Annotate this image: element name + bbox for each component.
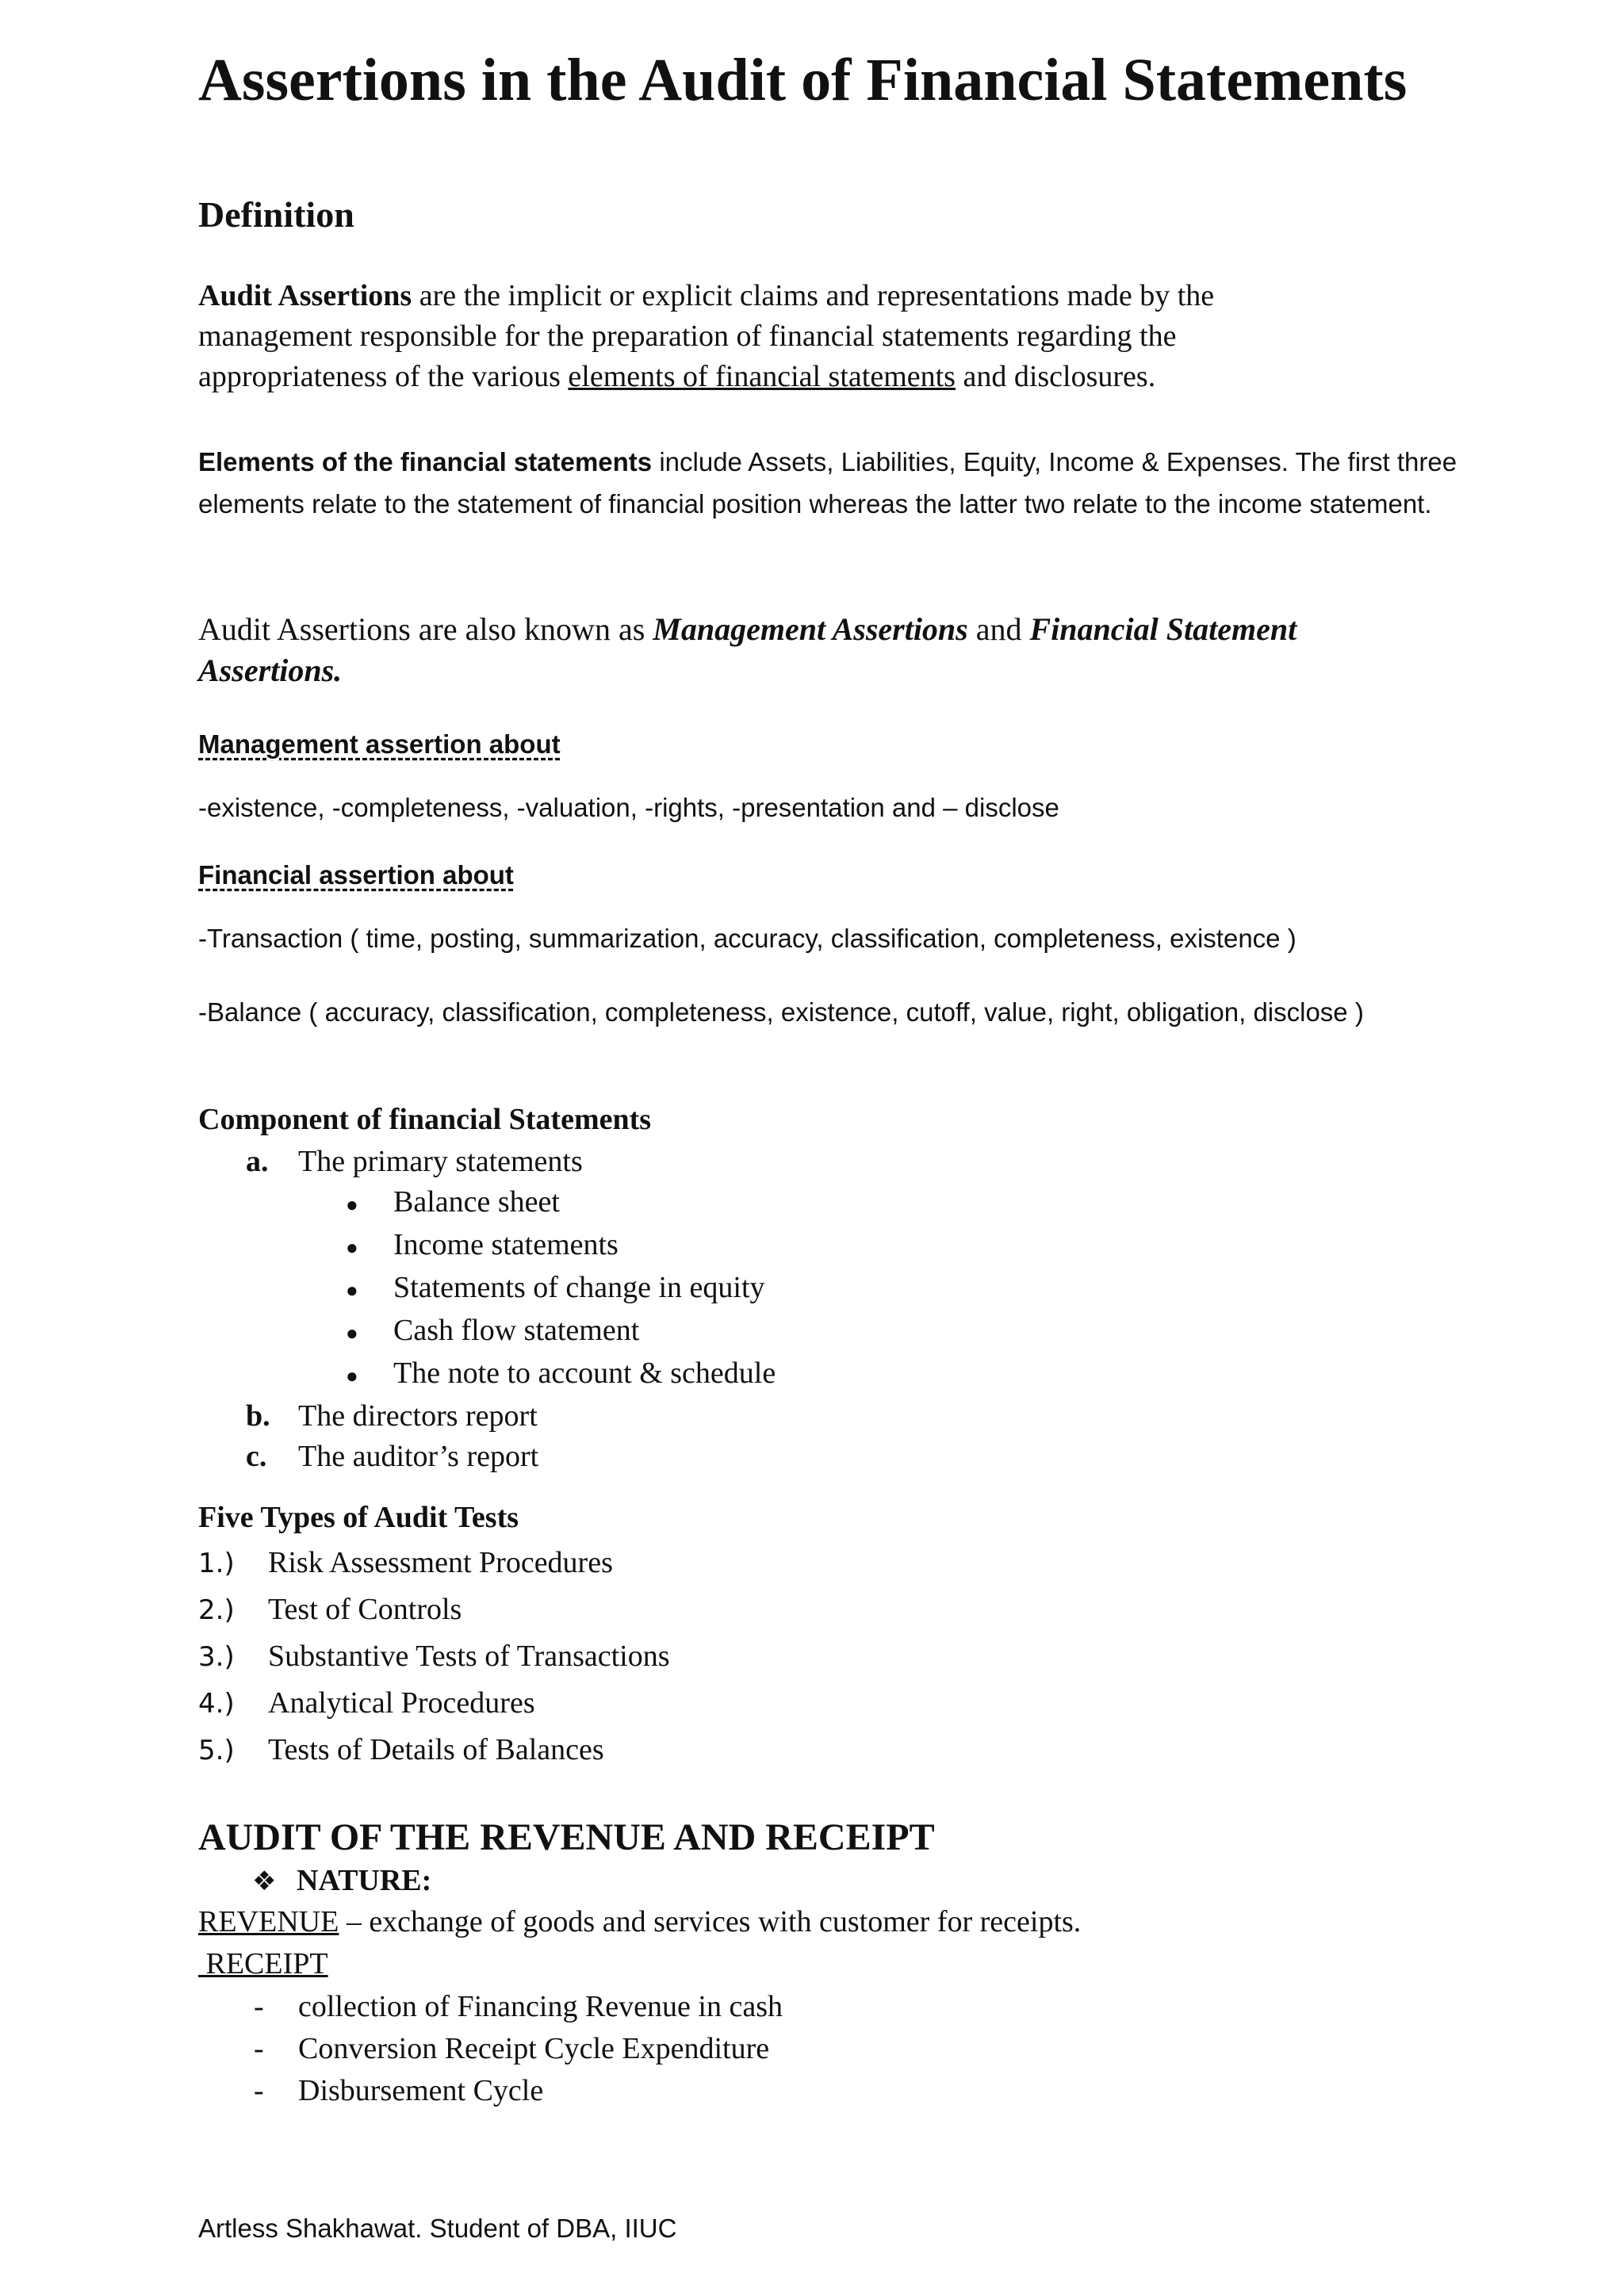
aka-prefix: Audit Assertions are also known as	[198, 611, 653, 647]
dash-marker: -	[254, 2074, 264, 2107]
balance-assertions: -Balance ( accuracy, classification, completeness, existence, cutoff, value, right, obligation, disclose )	[198, 997, 1364, 1027]
bullet-icon: ●	[346, 1322, 358, 1345]
list-item-label: Substantive Tests of Transactions	[268, 1640, 670, 1673]
audit-tests-heading: Five Types of Audit Tests	[198, 1501, 519, 1534]
list-marker: c.	[246, 1440, 267, 1473]
list-item	[246, 1396, 776, 1437]
financial-statement-assertions-term: Financial Statement Assertions.	[198, 611, 1297, 688]
definition-heading: Definition	[198, 194, 354, 235]
financial-assertion-heading: Financial assertion about	[198, 860, 514, 890]
footer-author: Artless Shakhawat. Student of DBA, IIUC	[198, 2214, 677, 2243]
list-item-label: The directors report	[298, 1399, 538, 1433]
transaction-assertions: -Transaction ( time, posting, summarization, accuracy, classification, completeness, existence )	[198, 924, 1297, 953]
list-marker: b.	[246, 1399, 270, 1433]
receipt-list	[254, 1986, 783, 2112]
bullet-label: Statements of change in equity	[393, 1271, 765, 1304]
list-item	[198, 1727, 670, 1774]
list-item-label: Tests of Details of Balances	[268, 1733, 604, 1766]
elements-of-financial-statements-link[interactable]: elements of financial statements	[568, 360, 956, 393]
bullet-icon: ●	[346, 1279, 358, 1302]
list-item	[198, 1586, 670, 1633]
document-title: Assertions in the Audit of Financial Statements	[198, 47, 1408, 113]
list-item	[198, 1633, 670, 1680]
elements-paragraph	[198, 441, 1483, 525]
list-number: 5.)	[198, 1735, 235, 1766]
bullet-item	[246, 1311, 776, 1353]
management-assertions-term: Management Assertions	[653, 611, 968, 647]
bullet-label: Income statements	[393, 1228, 619, 1261]
aka-middle: and	[967, 611, 1030, 647]
receipt-term: RECEIPT	[198, 1947, 328, 1980]
list-item-label: Test of Controls	[268, 1593, 462, 1626]
also-known-as-paragraph	[198, 609, 1435, 691]
list-item	[198, 1540, 670, 1586]
bullet-icon: ●	[346, 1193, 358, 1216]
audit-assertions-term: Audit Assertions	[198, 279, 412, 312]
list-item-label: The auditor’s report	[298, 1440, 539, 1473]
list-item-label: The primary statements	[298, 1145, 583, 1178]
elements-text: include Assets, Liabilities, Equity, Income & Expenses. The first three elements relate to the statement of financial position whereas the latter two relate to the income statement.	[198, 447, 1457, 519]
list-item	[246, 1142, 776, 1182]
bullet-label: The note to account & schedule	[393, 1357, 776, 1390]
list-item-label: collection of Financing Revenue in cash	[298, 1990, 783, 2023]
components-list	[246, 1142, 776, 1477]
list-item	[254, 2070, 783, 2112]
dash-marker: -	[254, 1990, 264, 2023]
list-item	[254, 1986, 783, 2028]
bullet-item	[246, 1353, 776, 1396]
revenue-term: REVENUE	[198, 1905, 339, 1938]
definition-text: are the implicit or explicit claims and representations made by the management responsible for the preparation of financial statements regarding the appropriateness of the various	[198, 279, 1215, 393]
list-number: 1.)	[198, 1548, 235, 1579]
list-number: 2.)	[198, 1594, 235, 1626]
list-item	[254, 2028, 783, 2070]
list-number: 3.)	[198, 1641, 235, 1673]
revenue-definition-text: – exchange of goods and services with customer for receipts.	[339, 1905, 1082, 1938]
list-item-label: Conversion Receipt Cycle Expenditure	[298, 2032, 770, 2065]
bullet-label: Balance sheet	[393, 1185, 560, 1219]
revenue-receipt-heading: AUDIT OF THE REVENUE AND RECEIPT	[198, 1816, 935, 1858]
list-item-label: Disbursement Cycle	[298, 2074, 544, 2107]
definition-text-end: and disclosures.	[955, 360, 1156, 393]
definition-paragraph	[198, 276, 1356, 397]
components-heading: Component of financial Statements	[198, 1103, 652, 1136]
list-number: 4.)	[198, 1688, 235, 1720]
list-item-label: Analytical Procedures	[268, 1686, 535, 1720]
list-item	[198, 1680, 670, 1727]
list-item-label: Risk Assessment Procedures	[268, 1546, 613, 1579]
management-assertion-heading: Management assertion about	[198, 729, 561, 759]
revenue-definition	[198, 1904, 1081, 1939]
diamond-bullet-icon: ❖	[252, 1866, 277, 1897]
bullet-icon: ●	[346, 1364, 358, 1387]
elements-term: Elements of the financial statements	[198, 447, 653, 476]
list-marker: a.	[246, 1145, 269, 1178]
audit-tests-list	[198, 1540, 670, 1774]
list-item	[246, 1437, 776, 1477]
bullet-label: Cash flow statement	[393, 1314, 640, 1347]
bullet-icon: ●	[346, 1236, 358, 1259]
bullet-item	[246, 1182, 776, 1225]
nature-heading	[252, 1863, 431, 1898]
dash-marker: -	[254, 2032, 264, 2065]
bullet-item	[246, 1268, 776, 1311]
management-assertion-list: -existence, -completeness, -valuation, -rights, -presentation and – disclose	[198, 793, 1059, 822]
bullet-item	[246, 1225, 776, 1268]
nature-label: NATURE:	[297, 1864, 432, 1897]
